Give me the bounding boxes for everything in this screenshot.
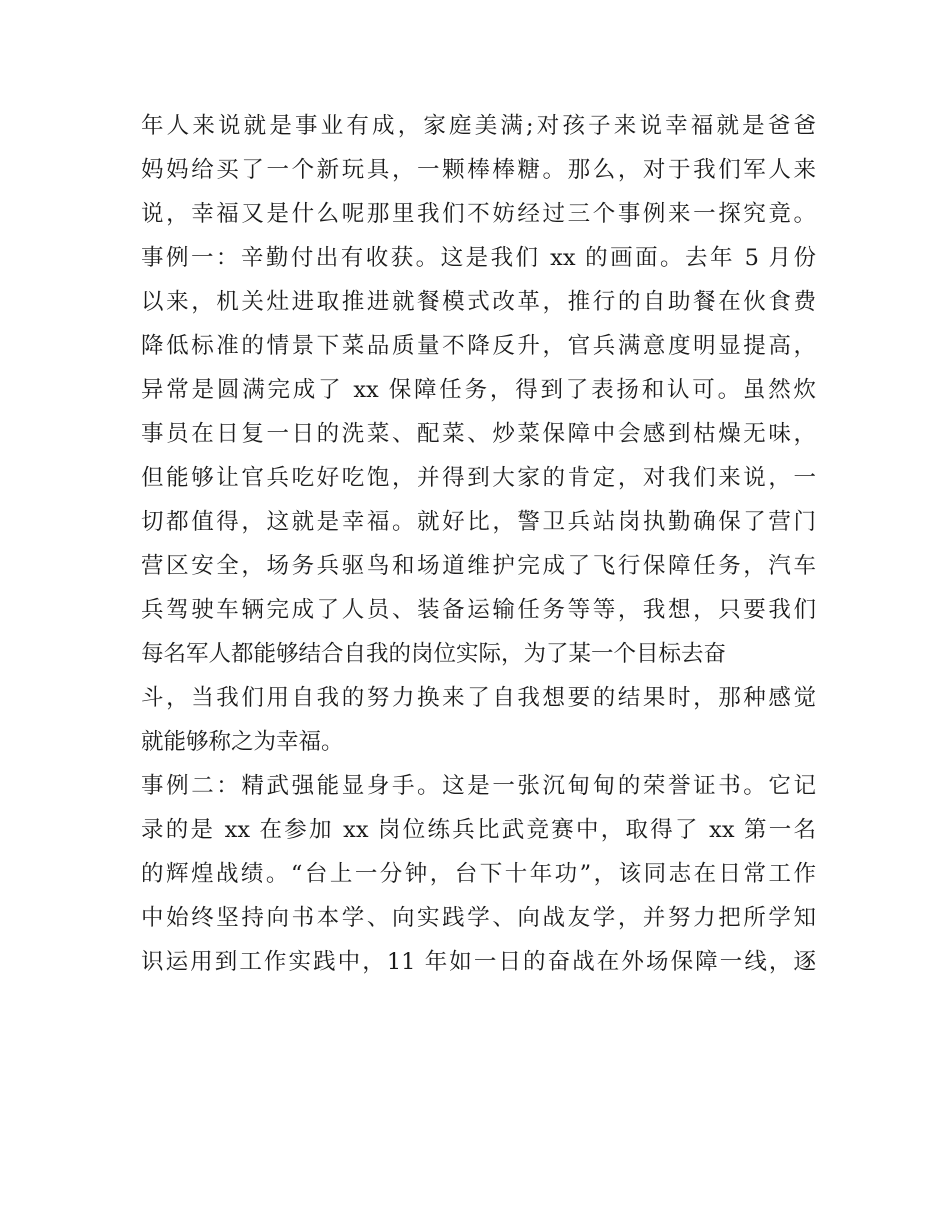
text-line: 事例一：辛勤付出有收获。这是我们 xx 的画面。去年 5 月份 xyxy=(141,245,816,271)
text-line: 斗，当我们用自我的努力换来了自我想要的结果时，那种感觉 xyxy=(141,685,816,711)
text-line: 就能够称之为幸福。 xyxy=(141,729,344,755)
text-line: 中始终坚持向书本学、向实践学、向战友学，并努力把所学知 xyxy=(141,905,816,931)
text-line: 兵驾驶车辆完成了人员、装备运输任务等等，我想，只要我们 xyxy=(141,597,816,623)
text-line: 切都值得，这就是幸福。就好比，警卫兵站岗执勤确保了营门 xyxy=(141,509,816,535)
text-line: 妈妈给买了一个新玩具，一颗棒棒糖。那么，对于我们军人来 xyxy=(141,157,816,183)
text-line: 事例二：精武强能显身手。这是一张沉甸甸的荣誉证书。它记 xyxy=(141,773,816,799)
text-line: 但能够让官兵吃好吃饱，并得到大家的肯定，对我们来说，一 xyxy=(141,465,816,491)
body-text xyxy=(141,104,816,984)
text-line: 事员在日复一日的洗菜、配菜、炒菜保障中会感到枯燥无味， xyxy=(141,421,816,447)
text-line: 营区安全，场务兵驱鸟和场道维护完成了飞行保障任务，汽车 xyxy=(141,553,816,579)
text-line: 降低标准的情景下菜品质量不降反升，官兵满意度明显提高， xyxy=(141,333,816,359)
text-line: 识运用到工作实践中，11 年如一日的奋战在外场保障一线，逐 xyxy=(141,949,816,975)
text-line: 录的是 xx 在参加 xx 岗位练兵比武竞赛中，取得了 xx 第一名 xyxy=(141,817,816,843)
text-line: 的辉煌战绩。“台上一分钟，台下十年功”，该同志在日常工作 xyxy=(141,861,816,887)
text-line: 异常是圆满完成了 xx 保障任务，得到了表扬和认可。虽然炊 xyxy=(141,377,816,403)
text-line: 每名军人都能够结合自我的岗位实际，为了某一个目标去奋 xyxy=(141,641,727,667)
text-line: 说，幸福又是什么呢那里我们不妨经过三个事例来一探究竟。 xyxy=(141,201,816,227)
text-line: 年人来说就是事业有成，家庭美满;对孩子来说幸福就是爸爸 xyxy=(141,113,816,139)
text-line: 以来，机关灶进取推进就餐模式改革，推行的自助餐在伙食费 xyxy=(141,289,816,315)
